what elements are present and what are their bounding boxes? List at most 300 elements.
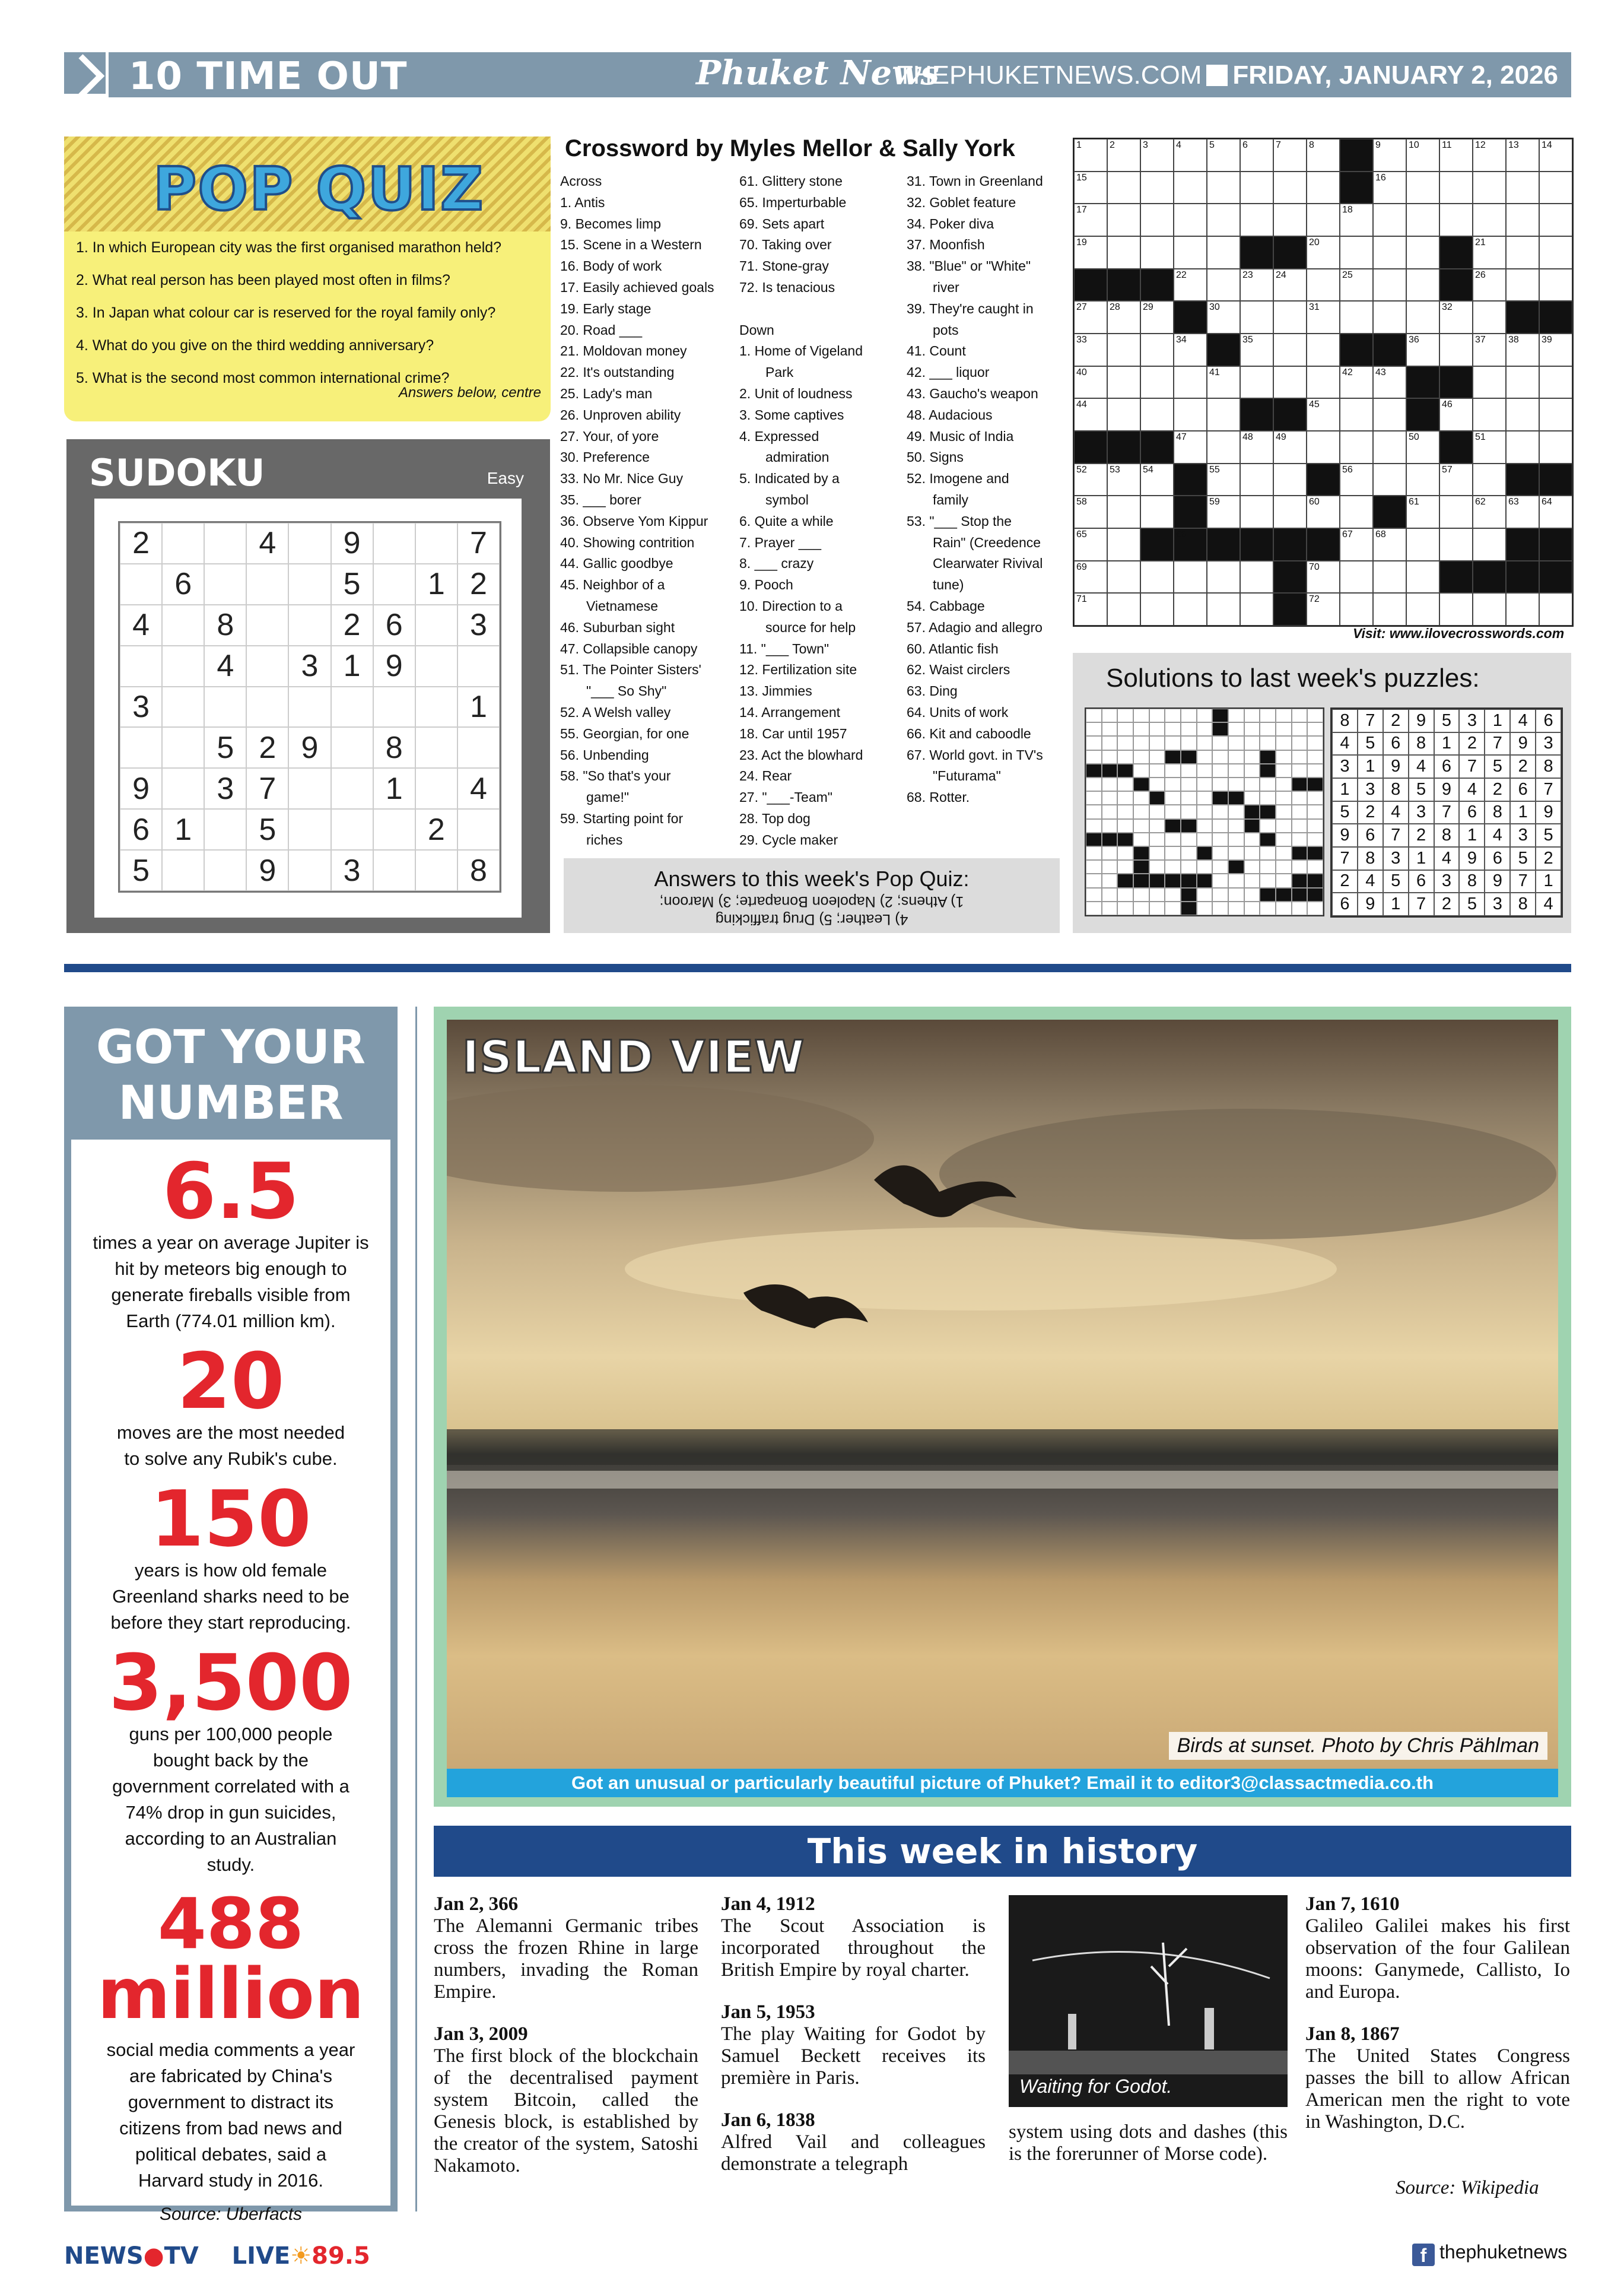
solution-crossword-cell (1181, 764, 1197, 778)
sudoku-cell: 1 (162, 809, 204, 850)
solution-crossword-cell (1244, 805, 1260, 818)
crossword-cell (1506, 528, 1539, 561)
crossword-clue: 1. Home of Vigeland (739, 343, 863, 359)
solution-crossword-cell (1212, 750, 1228, 764)
sudoku-cell: 4 (457, 768, 500, 809)
solution-crossword-cell (1165, 736, 1181, 750)
crossword-cell-number: 19 (1076, 237, 1087, 248)
solution-sudoku-cell: 5 (1510, 847, 1536, 870)
solution-sudoku-cell: 6 (1434, 755, 1460, 778)
crossword-cell (1207, 301, 1240, 334)
crossword-cell (1074, 172, 1107, 204)
solution-crossword-cell (1260, 860, 1276, 874)
sudoku-cell (162, 727, 204, 768)
crossword-clue: 3. Some captives (739, 407, 844, 423)
crossword-clue: 6. Quite a while (739, 513, 834, 529)
history-column-4 (1305, 1893, 1570, 2153)
crossword-cell (1373, 398, 1406, 431)
crossword-cell-number: 51 (1475, 432, 1486, 442)
crossword-cell (1406, 398, 1439, 431)
solution-crossword-cell (1307, 819, 1323, 833)
crossword-cell (1273, 236, 1307, 269)
brand-live: LIVE (231, 2242, 291, 2270)
sudoku-cell (331, 809, 373, 850)
crossword-cell (1539, 204, 1572, 236)
crossword-cell (1439, 528, 1473, 561)
crossword-clue: 45. Neighbor of a (560, 577, 665, 593)
got-your-number-title (64, 1020, 398, 1131)
solution-crossword-cell (1276, 736, 1292, 750)
solution-sudoku-cell: 3 (1485, 893, 1510, 916)
solution-crossword-cell (1292, 805, 1308, 818)
sudoku-box (66, 439, 550, 933)
crossword-cell (1473, 139, 1506, 172)
pop-quiz-questions (76, 231, 545, 395)
solution-sudoku-cell: 1 (1459, 824, 1485, 847)
crossword-cell-number: 71 (1076, 594, 1087, 605)
fact-number: 20 (177, 1336, 285, 1426)
solution-crossword-cell (1292, 778, 1308, 791)
crossword-cell (1107, 204, 1140, 236)
solution-crossword-cell (1197, 860, 1213, 874)
crossword-cell-number: 1 (1076, 140, 1082, 150)
crossword-cell (1074, 398, 1107, 431)
crossword-cell (1473, 204, 1506, 236)
solution-crossword-cell (1181, 709, 1197, 722)
crossword-cell (1506, 236, 1539, 269)
solution-crossword-cell (1165, 805, 1181, 818)
crossword-clue: 4. Expressed (739, 428, 819, 444)
solution-crossword-cell (1165, 764, 1181, 778)
crossword-cell (1174, 334, 1207, 366)
crossword-cell-number: 9 (1375, 140, 1381, 150)
history-title: This week in history (434, 1826, 1571, 1877)
crossword-cell (1174, 139, 1207, 172)
solution-crossword-cell (1102, 791, 1118, 805)
crossword-cell (1240, 496, 1273, 528)
column-divider (415, 1007, 417, 2211)
solution-sudoku-cell: 8 (1358, 847, 1383, 870)
solution-crossword-cell (1086, 778, 1102, 791)
crossword-clue: 39. They're caught in (907, 300, 1034, 316)
crossword-clue: 30. Preference (560, 449, 650, 465)
crossword-cell (1373, 366, 1406, 399)
crossword-cell (1506, 301, 1539, 334)
radio-sun-icon: ☀ (290, 2242, 312, 2270)
solution-crossword-cell (1133, 902, 1149, 915)
crossword-cell (1140, 528, 1174, 561)
crossword-cell (1107, 236, 1140, 269)
solution-crossword-cell (1307, 902, 1323, 915)
waiting-for-godot-photo (1009, 1895, 1288, 2107)
crossword-cell (1406, 561, 1439, 594)
solution-crossword-cell (1292, 750, 1308, 764)
sudoku-cell: 1 (331, 646, 373, 687)
crossword-clue: 9. Pooch (739, 577, 793, 593)
solution-crossword-cell (1212, 778, 1228, 791)
solution-crossword-cell (1133, 736, 1149, 750)
sudoku-cell: 3 (120, 687, 162, 728)
crossword-clue: 5. Indicated by a (739, 471, 840, 487)
solution-crossword-cell (1307, 791, 1323, 805)
solution-crossword-cell (1260, 874, 1276, 887)
crossword-cell (1439, 464, 1473, 496)
solution-crossword-cell (1149, 902, 1165, 915)
facebook-link[interactable] (1412, 2241, 1567, 2266)
solution-crossword-cell (1086, 819, 1102, 833)
crossword-cell (1473, 398, 1506, 431)
history-text: Alfred Vail and colleagues demonstrate a telegraph (721, 2131, 986, 2175)
solution-crossword-cell (1276, 846, 1292, 860)
solution-crossword-cell (1165, 778, 1181, 791)
crossword-cell (1273, 561, 1307, 594)
solution-crossword-cell (1086, 860, 1102, 874)
solution-crossword-cell (1165, 722, 1181, 736)
crossword-cell (1140, 464, 1174, 496)
sudoku-cell (373, 850, 415, 891)
crossword-clue: Down (739, 322, 774, 338)
live-radio-logo (232, 2242, 370, 2270)
crossword-cell-number: 29 (1143, 302, 1153, 313)
sudoku-cell: 9 (246, 850, 288, 891)
crossword-cell (1273, 398, 1307, 431)
crossword-cell (1174, 269, 1207, 302)
sudoku-cell (331, 687, 373, 728)
history-date: Jan 8, 1867 (1305, 2023, 1400, 2045)
solution-crossword-cell (1102, 902, 1118, 915)
solution-sudoku-grid (1330, 707, 1563, 918)
crossword-cell (1207, 528, 1240, 561)
solution-crossword-cell (1276, 722, 1292, 736)
gyn-title-line: GOT YOUR (96, 1021, 366, 1074)
solution-sudoku-cell: 7 (1409, 893, 1434, 916)
quiz-question: 4. What do you give on the third wedding anniversary? (76, 337, 434, 354)
solution-crossword-cell (1212, 722, 1228, 736)
crossword-cell (1273, 431, 1307, 464)
solution-crossword-cell (1292, 846, 1308, 860)
crossword-cell (1307, 139, 1340, 172)
crossword-cell (1140, 561, 1174, 594)
solution-crossword-cell (1165, 888, 1181, 902)
solution-crossword-cell (1212, 791, 1228, 805)
solution-crossword-cell (1149, 846, 1165, 860)
solution-crossword-cell (1117, 736, 1133, 750)
crossword-clue: Across (560, 173, 602, 189)
crossword-cell-number: 69 (1076, 561, 1087, 572)
crossword-clue: admiration (765, 449, 830, 465)
crossword-cell (1273, 528, 1307, 561)
crossword-cell-number: 35 (1242, 335, 1253, 345)
crossword-cell (1240, 301, 1273, 334)
crossword-clue: 8. ___ crazy (739, 556, 814, 572)
crossword-title: Crossword by Myles Mellor & Sally York (565, 135, 1015, 161)
crossword-clue: 16. Body of work (560, 258, 662, 274)
crossword-cell (1140, 269, 1174, 302)
history-text: The Alemanni Germanic tribes cross the frozen Rhine in large numbers, invading the Roman Empire. (434, 1915, 698, 2003)
solution-crossword-cell (1244, 902, 1260, 915)
crossword-cell (1273, 366, 1307, 399)
crossword-clue: 31. Town in Greenland (907, 173, 1043, 189)
crossword-cell-number: 64 (1542, 497, 1552, 507)
solution-crossword-cell (1212, 833, 1228, 846)
crossword-cell-number: 61 (1409, 497, 1419, 507)
crossword-cell (1539, 366, 1572, 399)
crossword-cell (1074, 464, 1107, 496)
solution-crossword-cell (1117, 846, 1133, 860)
crossword-cell (1107, 139, 1140, 172)
solution-crossword-cell (1197, 778, 1213, 791)
sudoku-cell: 5 (246, 809, 288, 850)
solution-crossword-cell (1212, 902, 1228, 915)
solution-crossword-cell (1292, 709, 1308, 722)
solution-crossword-cell (1197, 888, 1213, 902)
crossword-cell (1406, 528, 1439, 561)
crossword-clue: 32. Goblet feature (907, 194, 1016, 210)
sudoku-cell: 4 (204, 646, 246, 687)
site-url[interactable]: THEPHUKETNEWS.COM (897, 61, 1202, 90)
solution-crossword-cell (1260, 846, 1276, 860)
solution-sudoku-cell: 2 (1332, 870, 1358, 893)
solution-crossword-cell (1165, 902, 1181, 915)
crossword-clue: 15. Scene in a Western (560, 237, 702, 253)
sudoku-cell (288, 564, 330, 605)
crossword-clue: Vietnamese (586, 598, 659, 614)
solution-crossword-cell (1260, 819, 1276, 833)
crossword-cell (1439, 398, 1473, 431)
solution-crossword-cell (1149, 736, 1165, 750)
facebook-handle: thephuketnews (1439, 2241, 1568, 2263)
solution-crossword-cell (1181, 902, 1197, 915)
solution-sudoku-cell: 5 (1485, 755, 1510, 778)
solution-crossword-cell (1260, 709, 1276, 722)
sudoku-cell (288, 687, 330, 728)
crossword-cell (1473, 366, 1506, 399)
crossword-cell (1107, 431, 1140, 464)
crossword-clue: 24. Rear (739, 768, 792, 784)
solution-crossword-cell (1117, 805, 1133, 818)
crossword-cell-number: 59 (1209, 497, 1220, 507)
solution-crossword-cell (1228, 860, 1244, 874)
crossword-cell (1107, 398, 1140, 431)
history-column-1 (434, 1893, 698, 2197)
crossword-cell-number: 27 (1076, 302, 1087, 313)
solution-sudoku-cell: 9 (1459, 847, 1485, 870)
crossword-cell (1473, 528, 1506, 561)
solution-crossword-cell (1165, 709, 1181, 722)
solution-crossword-cell (1133, 833, 1149, 846)
pop-quiz-title: POP QUIZ (153, 154, 485, 224)
crossword-cell-number: 39 (1542, 335, 1552, 345)
sudoku-cell (373, 809, 415, 850)
crossword-grid (1073, 138, 1574, 627)
fact-text: social media comments a year are fabricated by China's government to distract its citizens from bad news and political debates, said a Harvard study in 2016. (106, 2039, 355, 2191)
solution-sudoku-cell: 2 (1510, 755, 1536, 778)
crossword-cell (1539, 139, 1572, 172)
solution-crossword-cell (1133, 722, 1149, 736)
solution-crossword-cell (1307, 805, 1323, 818)
facebook-icon: f (1412, 2244, 1435, 2266)
sudoku-cell: 2 (120, 523, 162, 564)
solution-crossword-cell (1102, 750, 1118, 764)
solution-sudoku-cell: 8 (1510, 893, 1536, 916)
solutions-box (1073, 653, 1571, 933)
crossword-cell (1539, 236, 1572, 269)
solution-crossword-cell (1102, 722, 1118, 736)
section-title: 10 TIME OUT (129, 55, 408, 99)
history-date: Jan 5, 1953 (721, 2001, 815, 2023)
crossword-cell (1140, 301, 1174, 334)
solution-crossword-cell (1244, 833, 1260, 846)
crossword-cell (1140, 496, 1174, 528)
sudoku-cell (373, 523, 415, 564)
solution-crossword-cell (1244, 764, 1260, 778)
crossword-clue: 41. Count (907, 343, 966, 359)
solution-crossword-cell (1292, 833, 1308, 846)
solution-sudoku-cell: 4 (1510, 709, 1536, 732)
solution-crossword-cell (1307, 736, 1323, 750)
solution-crossword-cell (1102, 709, 1118, 722)
solution-sudoku-cell: 3 (1459, 709, 1485, 732)
solution-crossword-cell (1086, 709, 1102, 722)
solution-crossword-cell (1228, 736, 1244, 750)
crossword-cell-number: 6 (1242, 140, 1248, 150)
crossword-clue: 44. Gallic goodbye (560, 556, 673, 572)
crossword-cell (1406, 431, 1439, 464)
solution-sudoku-cell: 8 (1459, 870, 1485, 893)
crossword-cell-number: 26 (1475, 269, 1486, 280)
crossword-clue: 52. Imogene and (907, 471, 1009, 487)
crossword-cell (1074, 204, 1107, 236)
fact-text: times a year on average Jupiter is hit by meteors big enough to generate fireballs visible from Earth (774.01 million km). (93, 1232, 369, 1331)
sudoku-grid (118, 521, 501, 893)
crossword-clue: 43. Gaucho's weapon (907, 385, 1038, 401)
crossword-cell (1406, 139, 1439, 172)
solution-sudoku-cell: 1 (1434, 732, 1460, 756)
crossword-cell (1240, 561, 1273, 594)
solution-sudoku-cell: 4 (1332, 732, 1358, 756)
solution-crossword-cell (1086, 805, 1102, 818)
solution-crossword-grid (1085, 707, 1324, 916)
solution-crossword-cell (1307, 722, 1323, 736)
crossword-clue: 7. Prayer ___ (739, 534, 822, 550)
crossword-cell (1506, 496, 1539, 528)
crossword-cell-number: 37 (1475, 335, 1486, 345)
crossword-cell (1340, 593, 1373, 626)
history-text: Galileo Galilei makes his first observation of the four Galilean moons: Ganymede, Callisto, Io and Europa. (1305, 1915, 1570, 2003)
crossword-cell (1307, 269, 1340, 302)
crossword-cell (1140, 204, 1174, 236)
crossword-cell-number: 53 (1110, 464, 1120, 475)
crossword-cell (1406, 366, 1439, 399)
solution-sudoku-cell: 3 (1536, 732, 1561, 756)
crossword-cell-number: 62 (1475, 497, 1486, 507)
crossword-clue: 38. "Blue" or "White" (907, 258, 1031, 274)
solution-crossword-cell (1276, 902, 1292, 915)
solution-crossword-cell (1244, 846, 1260, 860)
crossword-cell (1406, 301, 1439, 334)
crossword-cell-number: 48 (1242, 432, 1253, 442)
crossword-cell (1439, 334, 1473, 366)
crossword-clue: 26. Unproven ability (560, 407, 681, 423)
crossword-cell (1174, 496, 1207, 528)
crossword-cell (1174, 172, 1207, 204)
solution-sudoku-cell: 3 (1434, 870, 1460, 893)
sudoku-cell (120, 727, 162, 768)
crossword-cell-number: 40 (1076, 367, 1087, 377)
solution-sudoku-cell: 9 (1510, 732, 1536, 756)
solution-crossword-cell (1117, 874, 1133, 887)
crossword-cell (1207, 464, 1240, 496)
crossword-cell (1273, 269, 1307, 302)
crossword-cell (1539, 398, 1572, 431)
crossword-cell-number: 5 (1209, 140, 1215, 150)
solution-crossword-cell (1228, 874, 1244, 887)
crossword-clue: 12. Fertilization site (739, 662, 857, 678)
solution-sudoku-cell: 6 (1409, 870, 1434, 893)
crossword-cell (1240, 334, 1273, 366)
solution-crossword-cell (1276, 874, 1292, 887)
crossword-clue: 40. Showing contrition (560, 534, 695, 550)
crossword-cell (1506, 334, 1539, 366)
crossword-cell (1406, 496, 1439, 528)
crossword-clue: 58. "So that's your (560, 768, 671, 784)
crossword-cell-number: 67 (1342, 529, 1353, 540)
solution-crossword-cell (1307, 888, 1323, 902)
history-date: Jan 7, 1610 (1305, 1893, 1400, 1915)
solution-crossword-cell (1228, 819, 1244, 833)
crossword-cell (1107, 172, 1140, 204)
crossword-cell (1273, 204, 1307, 236)
crossword-clue: Clearwater Rivival (933, 556, 1043, 572)
solution-crossword-cell (1244, 874, 1260, 887)
crossword-clue: 27. Your, of yore (560, 428, 659, 444)
solution-sudoku-cell: 7 (1332, 847, 1358, 870)
solution-sudoku-cell: 6 (1358, 824, 1383, 847)
solution-crossword-cell (1197, 805, 1213, 818)
crossword-cell-number: 38 (1508, 335, 1519, 345)
crossword-cell (1340, 398, 1373, 431)
solution-sudoku-cell: 5 (1383, 870, 1409, 893)
crossword-clue: 1. Antis (560, 194, 605, 210)
crossword-cell (1307, 366, 1340, 399)
solution-sudoku-cell: 4 (1536, 893, 1561, 916)
crossword-cell (1307, 172, 1340, 204)
solution-sudoku-cell: 5 (1409, 778, 1434, 801)
solution-crossword-cell (1102, 860, 1118, 874)
crossword-cell (1207, 496, 1240, 528)
sudoku-cell: 5 (204, 727, 246, 768)
solution-crossword-cell (1149, 778, 1165, 791)
crossword-cell (1107, 366, 1140, 399)
crossword-clue: 10. Direction to a (739, 598, 843, 614)
crossword-cell (1074, 528, 1107, 561)
solution-sudoku-cell: 6 (1332, 893, 1358, 916)
sunset-birds-photo (447, 1020, 1558, 1769)
solution-crossword-cell (1197, 819, 1213, 833)
crossword-cell (1273, 301, 1307, 334)
crossword-cell (1373, 496, 1406, 528)
solution-crossword-cell (1086, 874, 1102, 887)
crossword-clue: 47. Collapsible canopy (560, 640, 698, 656)
crossword-visit-link[interactable]: Visit: www.ilovecrosswords.com (1353, 626, 1565, 641)
crossword-cell-number: 20 (1309, 237, 1320, 248)
crossword-cell (1307, 464, 1340, 496)
crossword-cell (1207, 366, 1240, 399)
solution-crossword-cell (1307, 778, 1323, 791)
crossword-cell (1140, 236, 1174, 269)
crossword-clue: source for help (765, 619, 856, 635)
solution-crossword-cell (1133, 709, 1149, 722)
